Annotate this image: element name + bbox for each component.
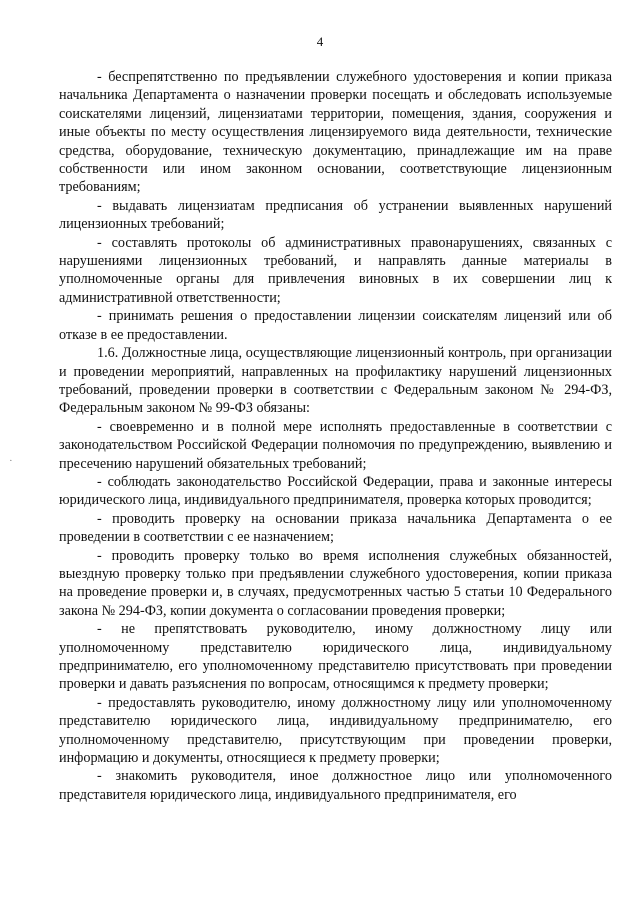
page-number: 4 [316, 34, 324, 49]
paragraph-conduct-during-duties: - проводить проверку только во время исполнения служебных обязанностей, выездную проверку только при предъявлении служебного удостоверения, копии приказа на проведение проверки и, в случаях, предусмотренных частью 5 статьи 10 Федерального закона № 294-ФЗ, копии документа о согласовании проведения проверки; [59, 547, 612, 619]
paragraph-provide-info: - предоставлять руководителю, иному должностному лицу или уполномоченному представителю юридического лица, индивидуальному предпринимателю, его уполномоченному представителю, присутствующим при проведении проверки, информацию и документы, относящиеся к предмету проверки; [59, 694, 612, 767]
paragraph-conduct-by-order: - проводить проверку на основании приказа начальника Департамента о ее проведении в соответствии с ее назначением; [59, 510, 612, 546]
document-body [59, 68, 612, 804]
paragraph-exercise-powers: - своевременно и в полной мере исполнять предоставленные в соответствии с законодательством Российской Федерации полномочия по предупреждению, выявлению и пресечению нарушений обязательных требований; [59, 418, 612, 472]
paragraph-issue-orders: - выдавать лицензиатам предписания об устранении выявленных нарушений лицензионных требований; [59, 197, 612, 233]
paragraph-protocols: - составлять протоколы об административных правонарушениях, связанных с нарушениями лицензионных требований, и направлять данные материалы в уполномоченные органы для привлечения виновных в их совершении лиц к административной ответственности; [59, 234, 612, 306]
paragraph-section-1-6: 1.6. Должностные лица, осуществляющие лицензионный контроль, при организации и проведении мероприятий, направленных на профилактику нарушений лицензионных требований, проведении проверки в соответствии с Федеральным законом № 294-ФЗ, Федеральным законом № 99-ФЗ обязаны: [59, 345, 612, 417]
paragraph-acquaint: - знакомить руководителя, иное должностное лицо или уполномоченного представителя юридического лица, индивидуального предпринимателя, его [59, 768, 612, 803]
margin-mark: · [9, 455, 13, 467]
paragraph-not-obstruct: - не препятствовать руководителю, иному должностному лицу или уполномоченному представителю юридического лица, индивидуальному предпринимателю, его уполномоченному представителю присутствовать при проведении проверки и давать разъяснения по вопросам, относящимся к предмету проверки; [59, 621, 612, 693]
paragraph-licensing-decisions: - принимать решения о предоставлении лицензии соискателям лицензий или об отказе в ее предоставлении. [59, 308, 612, 343]
paragraph-inspection-access: - беспрепятственно по предъявлении служебного удостоверения и копии приказа начальника Департамента о назначении проверки посещать и обследовать используемые соискателями лицензий, лицензиатами территории, помещения, здания, сооружения и иные объекты по месту осуществления лицензируемого вида деятельности, технические средства, оборудование, техническую документацию, принадлежащие им на праве собственности или ином законном основании, соответствующие лицензионным требованиям; [59, 69, 612, 196]
paragraph-observe-law: - соблюдать законодательство Российской Федерации, права и законные интересы юридического лица, индивидуального предпринимателя, проверка которых проводится; [59, 473, 612, 509]
